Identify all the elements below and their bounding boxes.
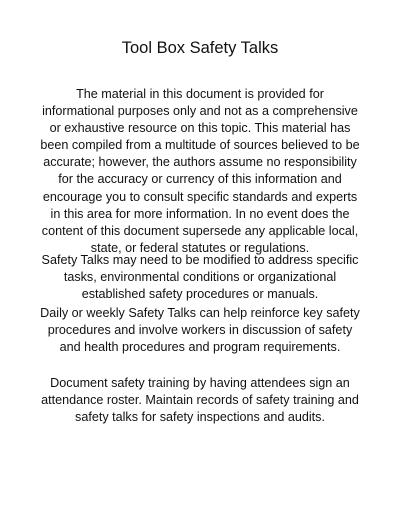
- documentation-paragraph: Document safety training by having attendees sign an attendance roster. Maintain records of safety training and safety talks for safety inspections and audits.: [41, 376, 359, 425]
- document-title: Tool Box Safety Talks: [121, 39, 279, 57]
- disclaimer-paragraph: The material in this document is provided for informational purposes only and not as a comprehensive or exhaustive resource on this topic. This material has been compiled from a multitude of sources believed to be accurate; however, the authors assume no responsibility for the accuracy or currency of this information and encourage you to consult specific standards and experts in this area for more information. In no event does the content of this document supersede any applicable local, state, or federal statutes or regulations.: [40, 87, 360, 255]
- frequency-paragraph: Daily or weekly Safety Talks can help reinforce key safety procedures and involve workers in discussion of safety and health procedures and program requirements.: [40, 306, 360, 355]
- modification-paragraph: Safety Talks may need to be modified to address specific tasks, environmental conditions or organizational established safety procedures or manuals.: [41, 253, 359, 302]
